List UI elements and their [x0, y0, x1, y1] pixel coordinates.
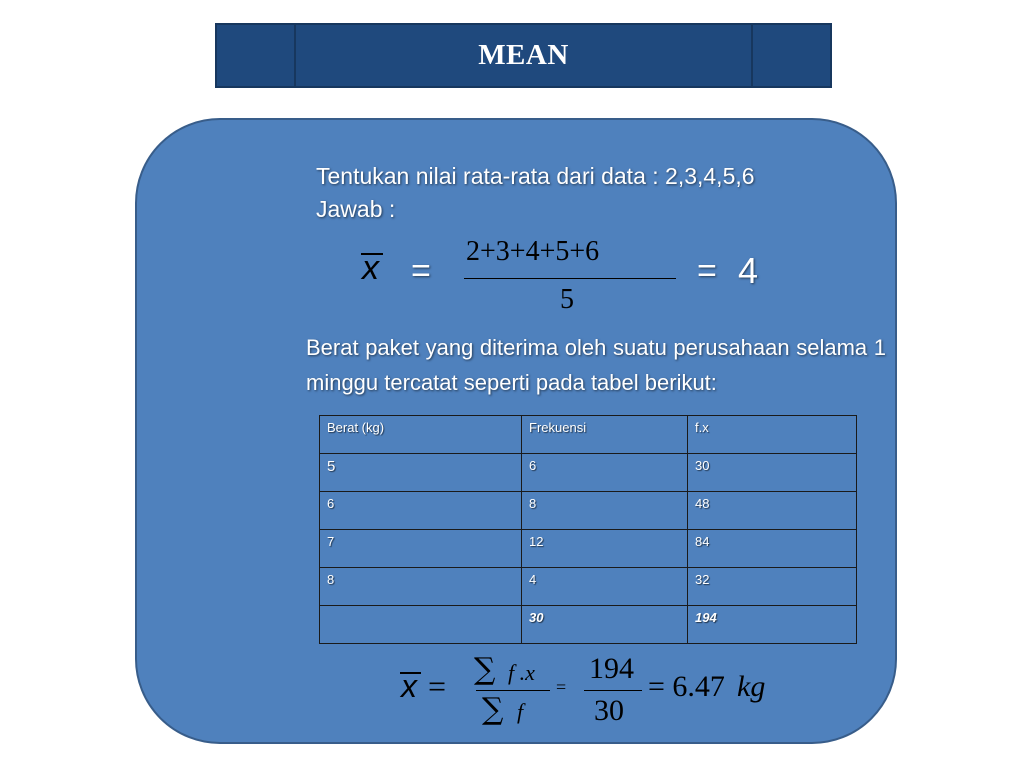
table-total-cell: 30	[522, 606, 688, 644]
table-header-row	[320, 416, 857, 454]
table-cell: 8	[522, 492, 688, 530]
table-cell: 4	[522, 568, 688, 606]
table-total-row	[320, 606, 857, 644]
data-table	[319, 415, 857, 644]
table-cell: 32	[688, 568, 857, 606]
table-cell: 12	[522, 530, 688, 568]
question-1-line-1: Tentukan nilai rata-rata dari data : 2,3,4,5,6	[316, 163, 755, 189]
table-cell: 30	[688, 454, 857, 492]
formula-2-fraction-line-1	[476, 690, 550, 691]
formula-2-xbar: x	[401, 668, 417, 705]
formula-2-value-numerator: 194	[589, 652, 634, 685]
page-title: MEAN	[478, 39, 569, 71]
table-cell: 6	[522, 454, 688, 492]
table-cell: 48	[688, 492, 857, 530]
formula-2-sum-top: ∑	[474, 652, 496, 687]
table-cell: 8	[320, 568, 522, 606]
table-header-cell: f.x	[688, 416, 857, 454]
formula-2-sum-bottom: ∑	[482, 692, 504, 727]
formula-2-result: = 6.47	[648, 670, 725, 703]
formula-1-result: 4	[738, 250, 759, 291]
table-cell: 84	[688, 530, 857, 568]
table-cell: 6	[320, 492, 522, 530]
formula-2-unit: kg	[737, 670, 766, 703]
formula-1-result-equals: =	[697, 252, 717, 290]
question-1	[316, 160, 755, 226]
table-row	[320, 492, 857, 530]
table-cell	[320, 606, 522, 644]
title-bar-left-cap	[217, 25, 296, 86]
formula-1-denominator: 5	[560, 284, 574, 315]
table-row	[320, 530, 857, 568]
formula-2-equals: =	[428, 668, 447, 704]
table-cell: 7	[320, 530, 522, 568]
question-2: Berat paket yang diterima oleh suatu perusahaan selama 1 minggu tercatat seperti pada tabel berikut:	[306, 335, 886, 395]
table-total-cell: 194	[688, 606, 857, 644]
table-row	[320, 568, 857, 606]
table-cell: 5	[320, 454, 522, 492]
formula-1-xbar: x	[362, 249, 379, 288]
formula-1-fraction-line	[464, 278, 676, 279]
formula-2-denominator: f	[517, 699, 524, 724]
question-1-line-2: Jawab :	[316, 196, 396, 222]
title-bar	[215, 23, 832, 88]
table-row	[320, 454, 857, 492]
table-header-cell: Frekuensi	[522, 416, 688, 454]
formula-2-numerator: f .x	[508, 660, 535, 685]
formula-2-value-denominator: 30	[594, 694, 624, 727]
formula-2-fraction-line-2	[584, 690, 642, 691]
table-header-cell: Berat (kg)	[320, 416, 522, 454]
formula-1-equals: =	[411, 252, 431, 290]
formula-1-numerator: 2+3+4+5+6	[466, 236, 600, 267]
title-bar-right-cap	[751, 25, 830, 86]
formula-2-equals-small: =	[556, 677, 567, 697]
